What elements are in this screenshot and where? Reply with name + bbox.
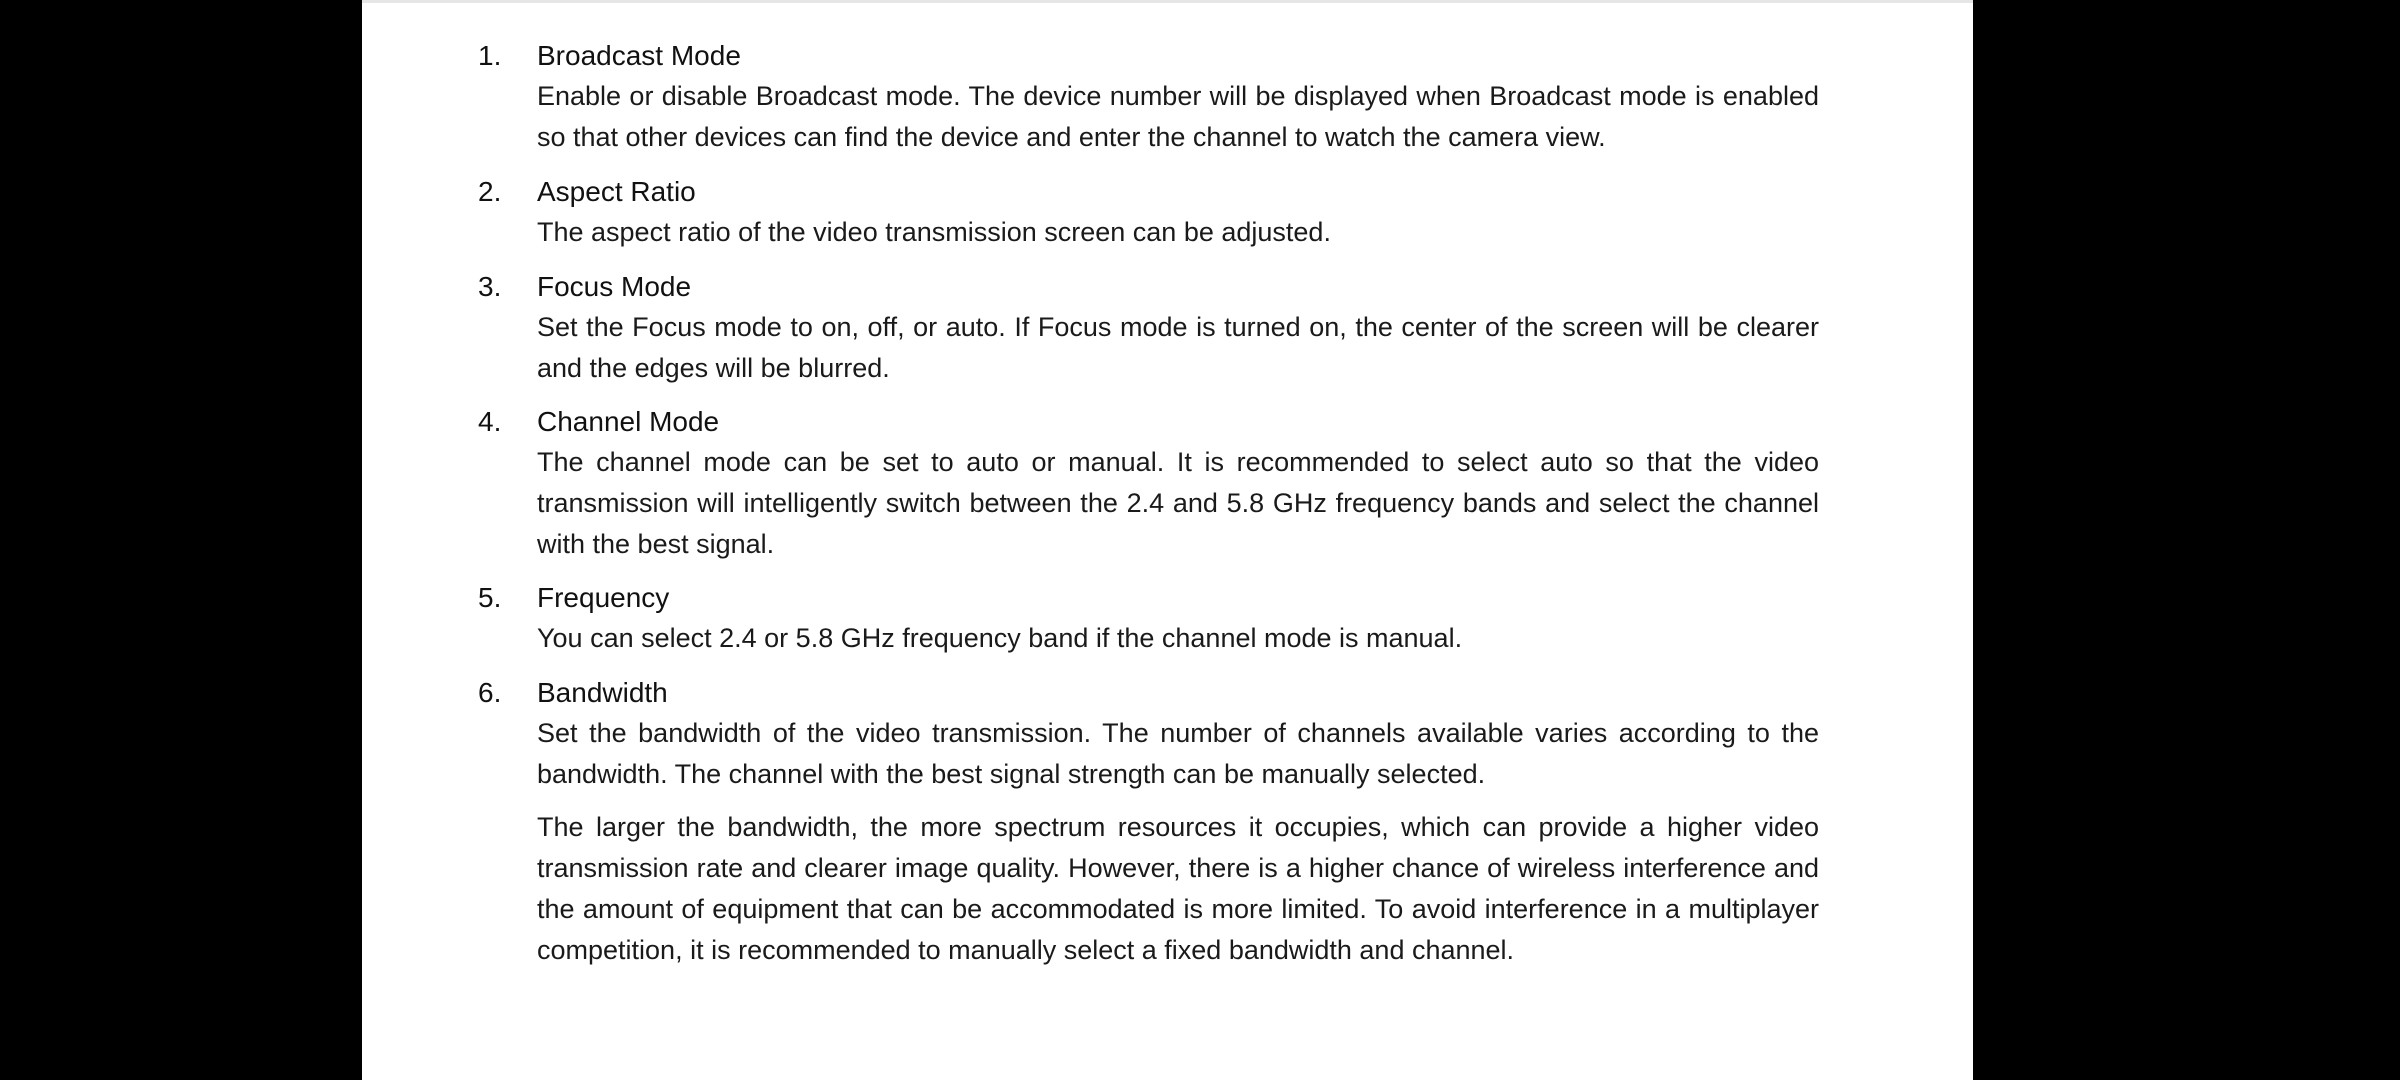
item-title: Frequency <box>537 582 670 613</box>
item-number: 5. <box>478 582 502 613</box>
item-number: 2. <box>478 176 502 207</box>
item-description: The channel mode can be set to auto or manual. It is recommended to select auto so that the video transmission will intelligently switch between the 2.4 and 5.8 GHz frequency bands and select the channel with the best signal. <box>537 447 1819 559</box>
item-title: Aspect Ratio <box>537 176 696 207</box>
page-top-edge <box>362 0 1973 3</box>
document-page <box>362 0 1973 1080</box>
item-description: You can select 2.4 or 5.8 GHz frequency band if the channel mode is manual. <box>537 623 1463 653</box>
item-title: Broadcast Mode <box>537 40 741 71</box>
item-description: Set the bandwidth of the video transmission. The number of channels available varies according to the bandwidth. The channel with the best signal strength can be manually selected. <box>537 718 1819 789</box>
item-number: 4. <box>478 406 502 437</box>
item-description: Set the Focus mode to on, off, or auto. If Focus mode is turned on, the center of the screen will be clearer and the edges will be blurred. <box>537 312 1819 383</box>
item-description: Enable or disable Broadcast mode. The device number will be displayed when Broadcast mode is enabled so that other devices can find the device and enter the channel to watch the camera view. <box>537 81 1819 152</box>
item-description-extra: The larger the bandwidth, the more spectrum resources it occupies, which can provide a higher video transmission rate and clearer image quality. However, there is a higher chance of wireless interference and the amount of equipment that can be accommodated is more limited. To avoid interference in a multiplayer competition, it is recommended to manually select a fixed bandwidth and channel. <box>537 812 1819 965</box>
item-title: Focus Mode <box>537 271 692 302</box>
item-number: 6. <box>478 677 502 708</box>
item-title: Bandwidth <box>537 677 668 708</box>
item-description: The aspect ratio of the video transmission screen can be adjusted. <box>537 217 1331 247</box>
item-title: Channel Mode <box>537 406 720 437</box>
item-number: 3. <box>478 271 502 302</box>
item-number: 1. <box>478 40 502 71</box>
